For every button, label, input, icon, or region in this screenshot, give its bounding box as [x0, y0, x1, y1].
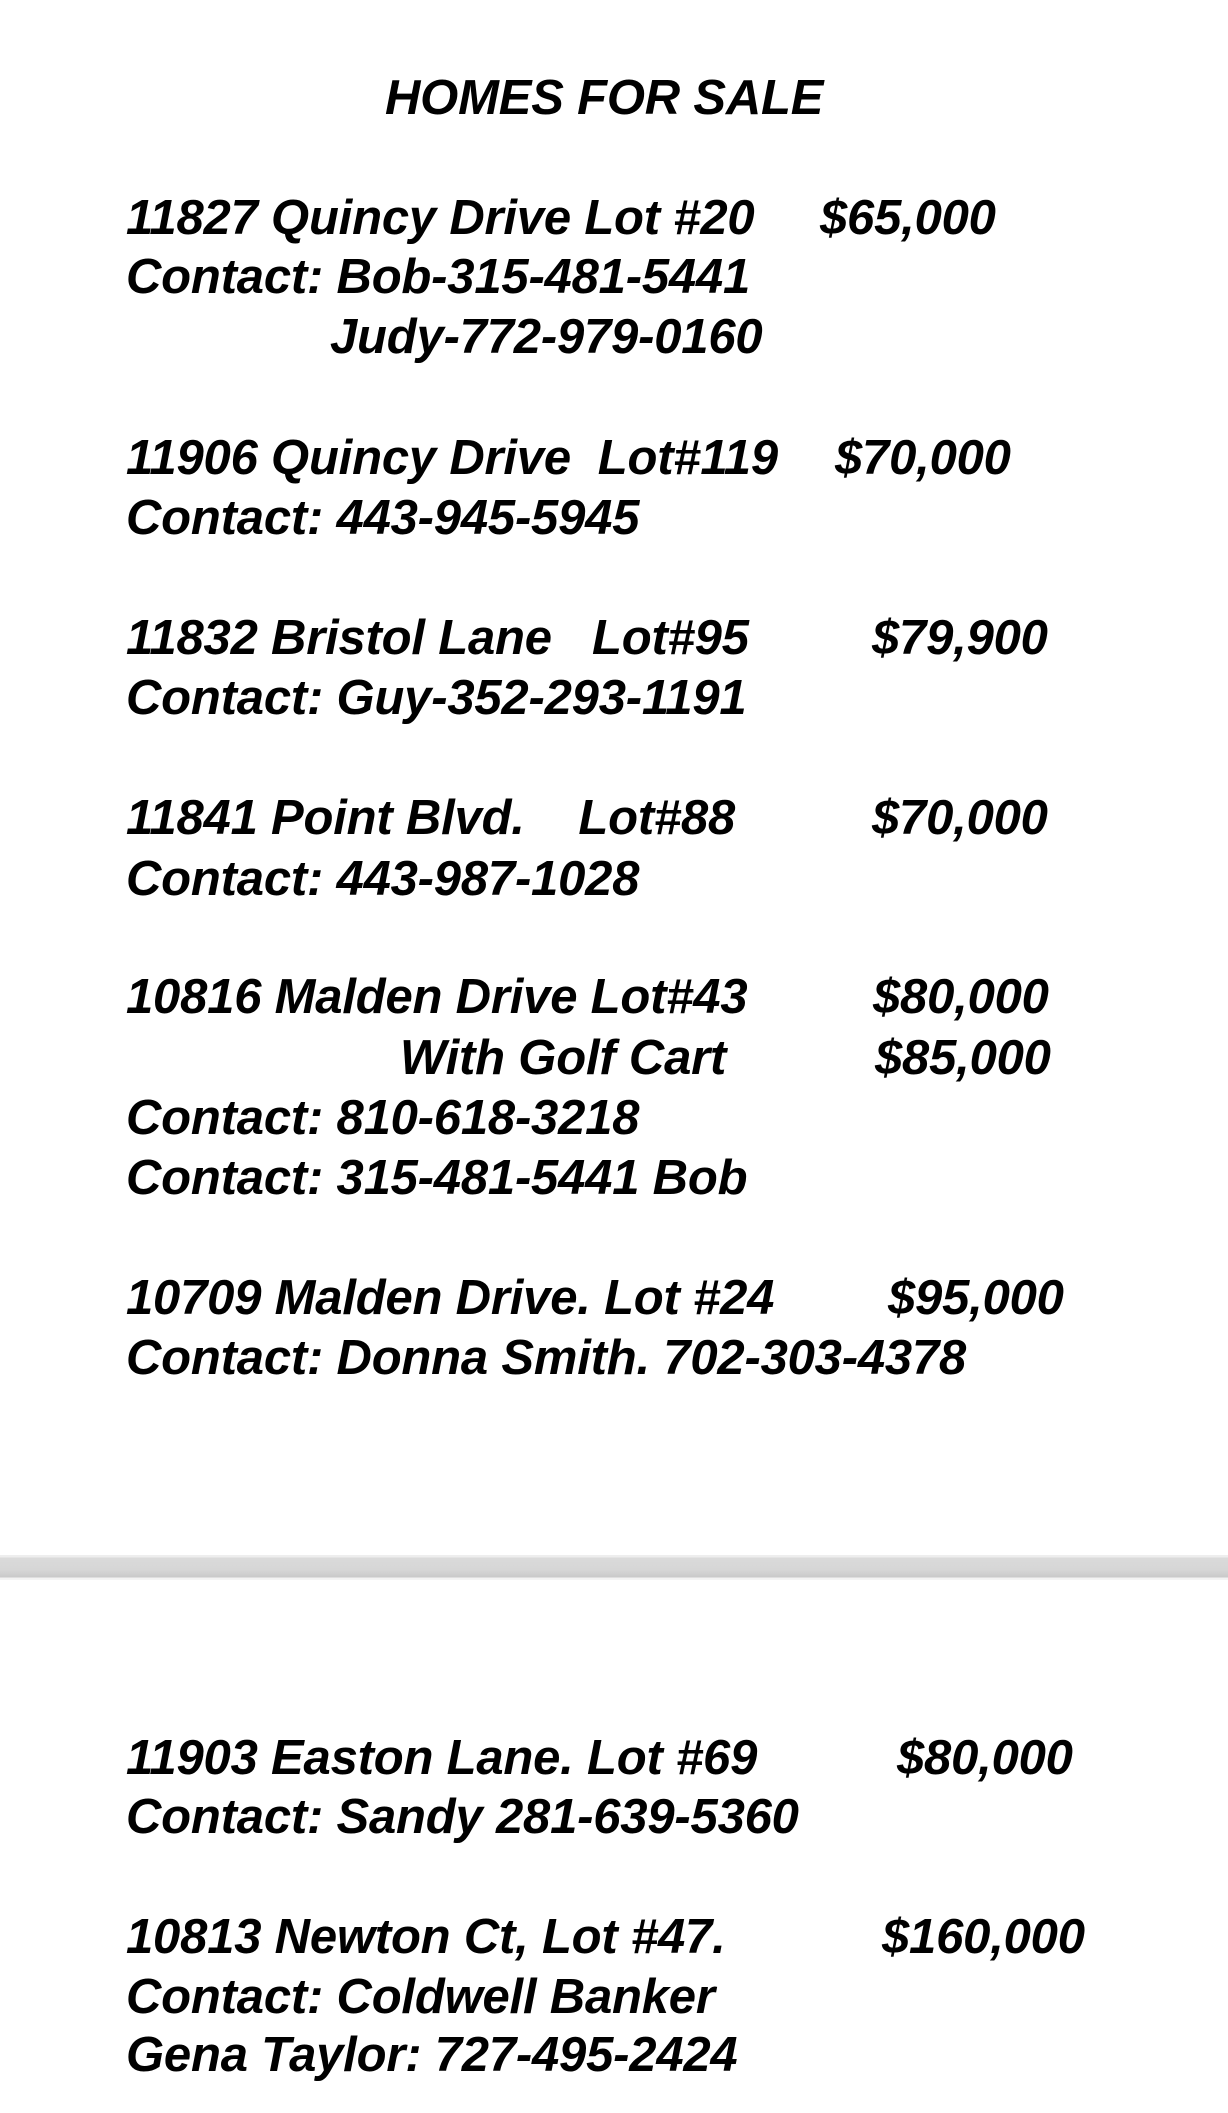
listing-contact: Contact: 443-945-5945: [126, 491, 640, 545]
listing-contact: Contact: 810-618-3218: [126, 1091, 640, 1145]
listing-address: 11841 Point Blvd. Lot#88: [126, 791, 736, 845]
listing-contact: Contact: 443-987-1028: [126, 852, 640, 906]
listing-address: 11903 Easton Lane. Lot #69: [126, 1731, 758, 1785]
listing-contact: Judy-772-979-0160: [330, 310, 763, 364]
listing-contact: Contact: Donna Smith. 702-303-4378: [126, 1331, 967, 1385]
listing-price: $79,900: [872, 611, 1048, 665]
listing-address: 11906 Quincy Drive Lot#119: [126, 431, 778, 485]
listing-option: With Golf Cart: [400, 1031, 727, 1085]
listing-price: $80,000: [873, 970, 1049, 1024]
listing-contact: Contact: Guy-352-293-1191: [126, 671, 747, 725]
listing-contact: Gena Taylor: 727-495-2424: [126, 2028, 738, 2082]
page-title: HOMES FOR SALE: [385, 71, 824, 125]
listing-contact: Contact: Bob-315-481-5441: [126, 250, 751, 304]
listing-price: $80,000: [897, 1731, 1073, 1785]
listing-address: 10709 Malden Drive. Lot #24: [126, 1271, 775, 1325]
listing-contact: Contact: Sandy 281-639-5360: [126, 1790, 799, 1844]
listing-address: 10813 Newton Ct, Lot #47.: [126, 1910, 726, 1964]
listing-price: $70,000: [835, 431, 1011, 485]
listing-option-price: $85,000: [875, 1031, 1051, 1085]
listing-price: $70,000: [872, 791, 1048, 845]
listing-address: 11827 Quincy Drive Lot #20: [126, 191, 755, 245]
listing-contact: Contact: Coldwell Banker: [126, 1970, 715, 2024]
listing-price: $95,000: [888, 1271, 1064, 1325]
listing-price: $160,000: [882, 1910, 1085, 1964]
listing-address: 11832 Bristol Lane Lot#95: [126, 611, 749, 665]
listing-contact: Contact: 315-481-5441 Bob: [126, 1151, 748, 1205]
page-divider: [0, 1555, 1228, 1580]
listing-address: 10816 Malden Drive Lot#43: [126, 970, 748, 1024]
listing-price: $65,000: [820, 191, 996, 245]
